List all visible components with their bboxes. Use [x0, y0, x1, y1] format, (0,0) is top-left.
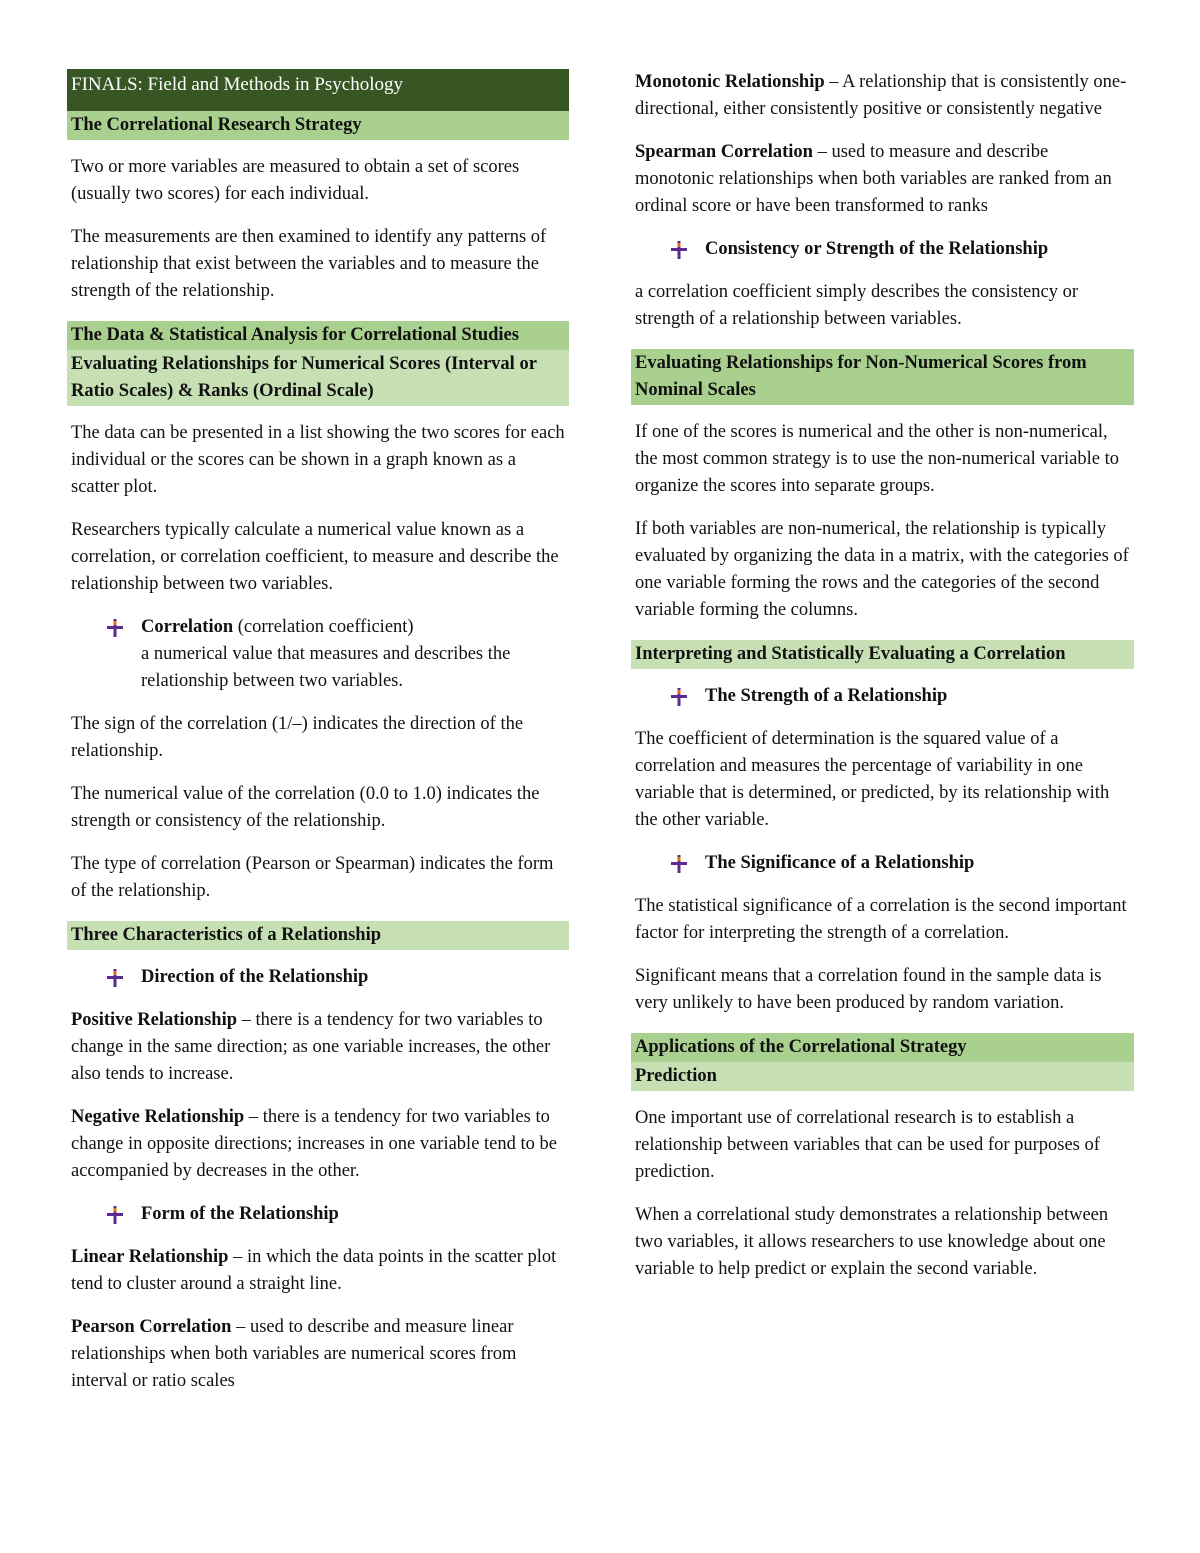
subheading-prediction: Prediction [631, 1062, 1134, 1091]
subheading-numerical-scores: Evaluating Relationships for Numerical Scores (Interval or Ratio Scales) & Ranks (Ordinal Scale) [67, 350, 569, 406]
term-correlation: Correlation [141, 617, 234, 637]
paragraph: One important use of correlational research is to establish a relationship between variables that can be used for purposes of prediction. [635, 1108, 1100, 1182]
term-correlation-paren: (correlation coefficient) [233, 617, 414, 637]
paragraph-monotonic [631, 69, 1134, 123]
heading-applications: Applications of the Correlational Strategy [631, 1033, 1134, 1062]
paragraph: If one of the scores is numerical and the other is non-numerical, the most common strategy is to use the non-numerical variable to organize the scores into separate groups. [635, 422, 1119, 496]
def-pearson: – used to describe and measure linear relationships when both variables are numerical scores from interval or ratio scales [71, 1317, 517, 1391]
paragraph-linear [67, 1244, 569, 1298]
pushpin-bullet-icon [107, 969, 123, 987]
bullet-significance [631, 850, 1134, 877]
heading-interpreting: Interpreting and Statistically Evaluating a Correlation [631, 640, 1134, 669]
paragraph: The coefficient of determination is the squared value of a correlation and measures the percentage of variability in one variable that is determined, or predicted, by its relationship with the other variable. [635, 729, 1110, 830]
pushpin-bullet-icon [671, 855, 687, 873]
term-negative: Negative Relationship [71, 1107, 245, 1127]
def-spearman: – used to measure and describe monotonic relationships when both variables are ranked from an ordinal score or have been transformed to ranks [635, 142, 1112, 216]
paragraph: If both variables are non-numerical, the relationship is typically evaluated by organizing the data in a matrix, with the categories of one variable forming the rows and the categories of the second variable forming the columns. [635, 519, 1129, 620]
paragraph: When a correlational study demonstrates a relationship between two variables, it allows researchers to use knowledge about one variable to help predict or explain the second variable. [635, 1205, 1109, 1279]
bullet-direction-label: Direction of the Relationship [141, 967, 369, 987]
document-title: FINALS: Field and Methods in Psychology [67, 69, 569, 111]
heading-nominal-scales: Evaluating Relationships for Non-Numerical Scores from Nominal Scales [631, 349, 1134, 405]
paragraph-spearman [631, 139, 1134, 220]
heading-correlational-strategy: The Correlational Research Strategy [67, 111, 569, 140]
bullet-strength-label: The Strength of a Relationship [705, 686, 948, 706]
def-positive: – there is a tendency for two variables to change in the same direction; as one variable increases, the other also tends to increase. [71, 1010, 551, 1084]
paragraph: The numerical value of the correlation (0.0 to 1.0) indicates the strength or consistency of the relationship. [71, 784, 540, 831]
paragraph: The measurements are then examined to identify any patterns of relationship that exist between the variables and to measure the strength of the relationship. [71, 227, 547, 301]
pushpin-bullet-icon [107, 1206, 123, 1224]
bullet-consistency-label: Consistency or Strength of the Relationship [705, 239, 1049, 259]
paragraph: Two or more variables are measured to obtain a set of scores (usually two scores) for each individual. [71, 157, 520, 204]
left-column [67, 69, 569, 1411]
term-positive: Positive Relationship [71, 1010, 237, 1030]
heading-three-characteristics: Three Characteristics of a Relationship [67, 921, 569, 950]
bullet-strength [631, 683, 1134, 710]
bullet-form [67, 1201, 569, 1228]
paragraph-pearson [67, 1314, 569, 1395]
paragraph: The sign of the correlation (1/–) indicates the direction of the relationship. [71, 714, 524, 761]
bullet-consistency [631, 236, 1134, 263]
paragraph-positive [67, 1007, 569, 1088]
paragraph: a correlation coefficient simply describes the consistency or strength of a relationship between variables. [635, 282, 1078, 329]
bullet-direction [67, 964, 569, 991]
pushpin-bullet-icon [671, 241, 687, 259]
bullet-significance-label: The Significance of a Relationship [705, 853, 975, 873]
definition-correlation: a numerical value that measures and describes the relationship between two variables. [141, 644, 511, 691]
pushpin-bullet-icon [107, 619, 123, 637]
paragraph: The type of correlation (Pearson or Spearman) indicates the form of the relationship. [71, 854, 554, 901]
term-monotonic: Monotonic Relationship [635, 72, 825, 92]
paragraph: Researchers typically calculate a numerical value known as a correlation, or correlation coefficient, to measure and describe the relationship between two variables. [71, 520, 559, 594]
def-linear: – in which the data points in the scatter plot tend to cluster around a straight line. [71, 1247, 557, 1294]
def-negative: – there is a tendency for two variables to change in opposite directions; increases in one variable tend to be accompanied by decreases in the other. [71, 1107, 557, 1181]
paragraph: The statistical significance of a correlation is the second important factor for interpreting the strength of a correlation. [635, 896, 1127, 943]
term-pearson: Pearson Correlation [71, 1317, 232, 1337]
bullet-form-label: Form of the Relationship [141, 1204, 339, 1224]
bullet-correlation [67, 614, 569, 641]
term-spearman: Spearman Correlation [635, 142, 813, 162]
right-column [631, 69, 1134, 1299]
pushpin-bullet-icon [671, 688, 687, 706]
paragraph-negative [67, 1104, 569, 1185]
def-monotonic: – A relationship that is consistently one-directional, either consistently positive or consistently negative [635, 72, 1127, 119]
term-linear: Linear Relationship [71, 1247, 229, 1267]
paragraph: Significant means that a correlation found in the sample data is very unlikely to have been produced by random variation. [635, 966, 1102, 1013]
paragraph: The data can be presented in a list showing the two scores for each individual or the scores can be shown in a graph known as a scatter plot. [71, 423, 565, 497]
heading-data-analysis: The Data & Statistical Analysis for Correlational Studies [67, 321, 569, 350]
